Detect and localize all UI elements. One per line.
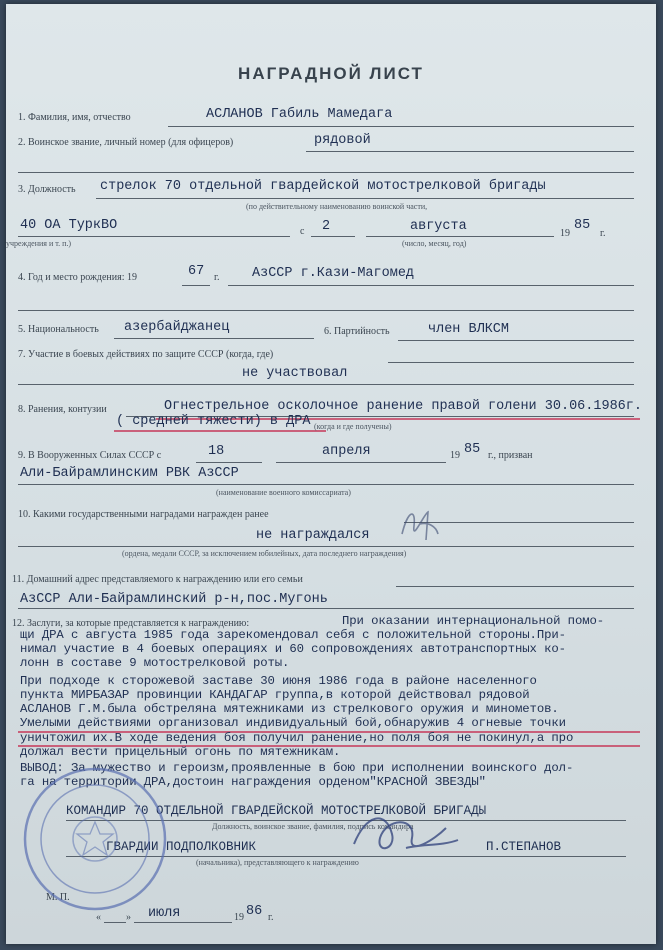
field-3-day-line (311, 236, 355, 237)
field-5-line (114, 338, 314, 339)
merit-line: При подходе к сторожевой заставе 30 июня 1986 года в районе населенного (20, 674, 537, 688)
merit-line: пункта МИРБАЗАР провинции КАНДАГАР группа,в которой действовал рядовой (20, 688, 530, 702)
commander-rank: ГВАРДИИ ПОДПОЛКОВНИК (106, 840, 257, 854)
field-3-line (96, 198, 634, 199)
field-3-value: стрелок 70 отдельной гвардейской мотострелковой бригады (100, 179, 546, 194)
field-6-value: член ВЛКСМ (428, 322, 510, 337)
field-3-line-2 (18, 236, 290, 237)
field-1-label: 1. Фамилия, имя, отчество (18, 112, 131, 123)
field-8-label: 8. Ранения, контузии (18, 404, 107, 415)
field-4-year: 67 (188, 264, 205, 279)
field-10-value: не награждался (256, 528, 370, 543)
field-9-year-prefix: 19 (450, 450, 460, 461)
field-7-line-2 (18, 384, 634, 385)
field-9-month: апреля (322, 444, 371, 459)
field-11-label: 11. Домашний адрес представляемого к награждению или его семьи (12, 574, 303, 585)
date-month: июля (148, 906, 181, 921)
merit-line: га на территории ДРА,достоин награждения орденом"КРАСНОЙ ЗВЕЗДЫ" (20, 775, 486, 789)
commander-name: П.СТЕПАНОВ (486, 840, 562, 854)
merit-line: АСЛАНОВ Г.М.была обстреляна мятежниками из стрелкового оружия и минометов. (20, 702, 559, 716)
field-8-value-2: ( средней тяжести) в ДРА (116, 414, 311, 429)
field-5-label: 5. Национальность (18, 324, 99, 335)
merit-line: лонн в составе 9 мотострелковой роты. (20, 656, 290, 670)
field-4-line-2 (18, 310, 634, 311)
commander-caption: Должность, воинское звание, фамилия, подпись командира (212, 822, 414, 831)
field-10-label: 10. Какими государственными наградами награжден ранее (18, 509, 269, 520)
field-3-year-suffix: г. (600, 228, 606, 239)
field-3-date-caption: (число, месяц, год) (402, 239, 467, 248)
merit-line: нимал участие в 4 боевых операциях и 60 сопровождениях автотранспортных ко- (20, 642, 566, 656)
field-2-line-2 (18, 172, 634, 173)
field-4-suffix: г. (214, 272, 220, 283)
field-9-day: 18 (208, 444, 225, 459)
merit-line: должал вести прицельный огонь по мятежникам. (20, 745, 341, 759)
field-2-value: рядовой (314, 133, 371, 148)
merit-line: уничтожил их.В ходе ведения боя получил ранение,но поля боя не покинул,а про (20, 731, 574, 745)
mp-label: М. П. (46, 892, 70, 903)
field-1-value: АСЛАНОВ Габиль Мамедага (206, 107, 393, 122)
field-3-value-2: 40 ОА ТуркВО (20, 218, 118, 233)
field-9-month-line (276, 462, 446, 463)
date-quote-close: » (126, 912, 131, 923)
field-4-label: 4. Год и место рождения: 19 (18, 272, 138, 283)
date-year-prefix: 19 (234, 912, 244, 923)
field-11-line (396, 586, 634, 587)
field-9-value: Али-Байрамлинским РВК АзССР (20, 466, 239, 481)
merit-line: При оказании интернациональной помо- (342, 614, 605, 628)
field-3-year-prefix: 19 (560, 228, 570, 239)
field-4-line (228, 285, 634, 286)
field-3-caption-2: учреждения и т. п.) (6, 239, 72, 248)
field-9-label: 9. В Вооруженных Силах СССР с (18, 450, 162, 461)
date-quote-open: « (96, 912, 101, 923)
commander-position: КОМАНДИР 70 ОТДЕЛЬНОЙ ГВАРДЕЙСКОЙ МОТОСТРЕЛКОВОЙ БРИГАДЫ (66, 804, 487, 818)
field-3-month-line (366, 236, 554, 237)
commander-signature (346, 804, 466, 864)
field-3-caption: (по действительному наименованию воинской части, (246, 202, 428, 211)
field-3-day: 2 (322, 219, 331, 234)
field-3-label: 3. Должность (18, 184, 76, 195)
field-9-caption: (наименование военного комиссариата) (216, 488, 351, 497)
merit-line: Умелыми действиями организовал индивидуальный бой,обнаружив 4 огневые точки (20, 716, 566, 730)
field-6-line (398, 340, 634, 341)
merit-line: щи ДРА с августа 1985 года зарекомендовал себя с положительной стороны.При- (20, 628, 566, 642)
red-underline-wound-2 (114, 430, 326, 432)
field-9-day-line (196, 462, 262, 463)
field-2-label: 2. Воинское звание, личный номер (для офицеров) (18, 137, 234, 148)
award-sheet (6, 4, 656, 944)
field-1-line (168, 126, 634, 127)
date-month-line (134, 922, 232, 923)
field-3-year: 85 (574, 218, 591, 233)
field-8-value: Огнестрельное осколочное ранение правой голени 30.06.1986г. (164, 399, 642, 414)
merit-line: ВЫВОД: За мужество и героизм,проявленные в бою при исполнении воинского дол- (20, 761, 574, 775)
field-7-label: 7. Участие в боевых действиях по защите СССР (когда, где) (18, 349, 274, 360)
field-10-caption: (ордена, медали СССР, за исключением юбилейных, дата последнего награждения) (122, 549, 407, 558)
field-8-caption: (когда и где получены) (314, 422, 392, 431)
field-11-line-2 (18, 608, 634, 609)
field-12-label: 12. Заслуги, за которые представляется к награждению: (12, 618, 250, 629)
field-7-value: не участвовал (242, 366, 348, 381)
seal-stamp (20, 764, 170, 914)
field-4-value: АзССР г.Кази-Магомед (252, 266, 415, 281)
date-suffix: г. (268, 912, 274, 923)
field-2-line (306, 151, 634, 152)
field-6-label: 6. Партийность (324, 326, 390, 337)
field-3-month: августа (410, 219, 467, 234)
field-10-line-2 (18, 546, 634, 547)
date-day-line (104, 922, 126, 923)
document-title: НАГРАДНОЙ ЛИСТ (238, 64, 424, 83)
field-7-line (388, 362, 634, 363)
field-9-line-2 (18, 484, 634, 485)
date-year: 86 (246, 904, 263, 919)
field-3-s-label: с (300, 226, 305, 237)
commander-caption-2: (начальника), представляющего к награждению (196, 858, 359, 867)
field-4-year-line (182, 285, 210, 286)
field-5-value: азербайджанец (124, 320, 230, 335)
field-11-value: АзССР Али-Байрамлинский р-н,пос.Мугонь (20, 592, 328, 607)
field-9-suffix: г., призван (488, 450, 533, 461)
field-9-year: 85 (464, 442, 481, 457)
signature-mark (394, 504, 444, 548)
